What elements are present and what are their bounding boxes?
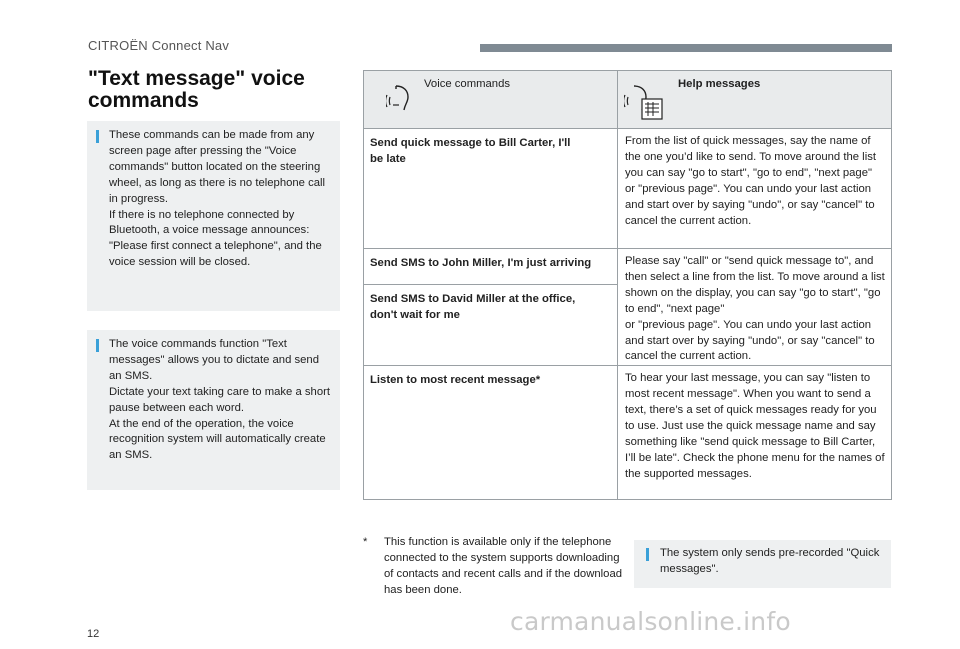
info-marker-icon (96, 130, 99, 143)
header-help-messages (618, 71, 892, 129)
table-row (364, 249, 892, 285)
note-text: The voice commands function "Text messages" allows you to dictate and send an SMS. Dictate your text taking care to make a short pause between each word. At the end of the operation, the voice recognition system will automatically create an SMS. (109, 338, 331, 462)
page-number: 12 (87, 628, 100, 640)
voice-commands-table (363, 70, 892, 500)
note-text: These commands can be made from any screen page after pressing the "Voice commands" button located on the steering wheel, as long as there is no telephone call in progress. If there is no telephone connected by Bluetooth, a voice message announces: "Please first connect a telephone", and the voice session will be closed. (109, 129, 326, 269)
header-label: Help messages (678, 78, 761, 90)
table-row (364, 366, 892, 500)
help-text: From the list of quick messages, say the name of the one you’d like to send. To move around the list you can say "go to start", "go to end", "next page" or "previous page". You can undo your last action and start over by saying "undo", or say "cancel" to cancel the current action. (625, 135, 876, 227)
voice-command-icon (386, 83, 416, 113)
command-text: Send SMS to John Miller, I'm just arriving (370, 257, 592, 269)
footnote (363, 535, 625, 599)
header-bar (480, 44, 892, 52)
watermark: carmanualsonline.info (510, 607, 791, 636)
table-header-row (364, 71, 892, 129)
header-voice-commands (364, 71, 618, 129)
page-title: "Text message" voice commands (88, 67, 305, 112)
voice-screen-icon (624, 83, 668, 123)
header-label: Voice commands (424, 78, 511, 90)
help-text: Please say "call" or "send quick message to", and then select a line from the list. To move around a list shown on the display, you can say "go to start", "go to end", "next page" or "previous page". You can undo your last action and start over by saying "undo", or say "cancel" to cancel the current action. (625, 255, 885, 363)
info-note-voice-commands (87, 121, 340, 311)
info-note-text-messages (87, 330, 340, 490)
help-text: To hear your last message, you can say "listen to most recent message". When you want to send a text, there’s a set of quick messages ready for you to use. Just use the quick message name and say something like "send quick message to Bill Carter, I’ll be late". Check the phone menu for the names of the supported messages. (625, 372, 885, 480)
footnote-text: This function is available only if the telephone connected to the system supports downloading of contacts and recent calls and if the download has been done. (384, 536, 623, 596)
note-text: The system only sends pre-recorded "Quick messages". (660, 547, 880, 575)
command-text: Listen to most recent message* (370, 374, 541, 387)
table-row (364, 129, 892, 249)
brand-header: CITROËN Connect Nav (88, 38, 230, 53)
info-marker-icon (96, 339, 99, 352)
footnote-marker: * (363, 536, 368, 548)
command-text: Send quick message to Bill Carter, I'll be late (370, 137, 571, 165)
info-marker-icon (646, 548, 649, 561)
command-text: Send SMS to David Miller at the office, don't wait for me (370, 293, 576, 322)
info-note-quick-messages (634, 540, 891, 588)
